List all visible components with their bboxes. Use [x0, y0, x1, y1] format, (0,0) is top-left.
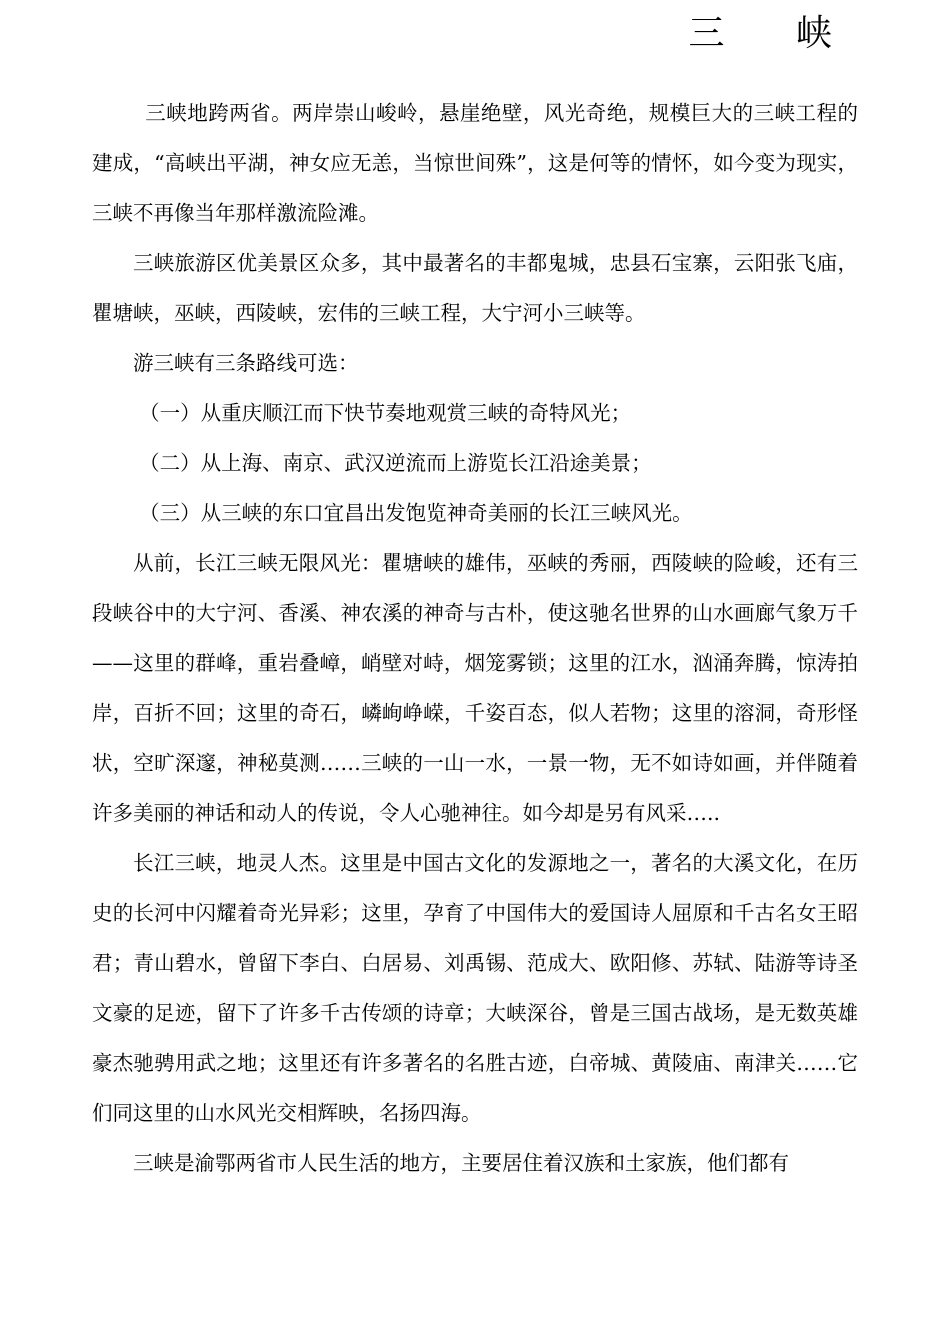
paragraph-culture: 长江三峡，地灵人杰。这里是中国古文化的发源地之一，著名的大溪文化，在历史的长河中闪耀着奇光异彩；这里，孕育了中国伟大的爱国诗人屈原和千古名女王昭君；青山碧水，曾留下李白、白居易、刘禹锡、范成大、欧阳修、苏轼、陆游等诗圣文豪的足迹，留下了许多千古传颂的诗章；大峡深谷，曾是三国古战场，是无数英雄豪杰驰骋用武之地；这里还有许多著名的名胜古迹，白帝城、黄陵庙、南津关……它们同这里的山水风光交相辉映，名扬四海。 [92, 851, 858, 1125]
route-item-3: （三）从三峡的东口宜昌出发饱览神奇美丽的长江三峡风光。 [139, 501, 693, 525]
route-item-2: （二）从上海、南京、武汉逆流而上游览长江沿途美景； [139, 451, 652, 475]
paragraph-scenery: 从前，长江三峡无限风光：瞿塘峡的雄伟，巫峡的秀丽，西陵峡的险峻，还有三段峡谷中的大宁河、香溪、神农溪的神奇与古朴，使这驰名世界的山水画廊气象万千——这里的群峰，重岩叠嶂，峭壁对峙，烟笼雾锁；这里的江水，汹涌奔腾，惊涛拍岸，百折不回；这里的奇石，嶙峋峥嵘，千姿百态，似人若物；这里的溶洞，奇形怪状，空旷深邃，神秘莫测……三峡的一山一水，一景一物，无不如诗如画，并伴随着许多美丽的神话和动人的传说，令人心驰神往。如今却是另有风采….. [92, 551, 858, 825]
page-title: 三 峡 [688, 13, 862, 54]
document-body [92, 88, 858, 1188]
paragraph-scenic-spots: 三峡旅游区优美景区众多，其中最著名的丰都鬼城，忠县石宝寨，云阳张飞庙，瞿塘峡，巫峡，西陵峡，宏伟的三峡工程，大宁河小三峡等。 [92, 251, 858, 325]
paragraph-people: 三峡是渝鄂两省市人民生活的地方，主要居住着汉族和土家族，他们都有 [133, 1151, 789, 1175]
route-item-1: （一）从重庆顺江而下快节奏地观赏三峡的奇特风光； [139, 401, 632, 425]
paragraph-intro: 三峡地跨两省。两岸崇山峻岭，悬崖绝壁，风光奇绝，规模巨大的三峡工程的建成，“高峡出平湖，神女应无恙，当惊世间殊”，这是何等的情怀，如今变为现实，三峡不再像当年那样激流险滩。 [92, 101, 858, 225]
paragraph-routes-intro: 游三峡有三条路线可选： [133, 351, 359, 375]
